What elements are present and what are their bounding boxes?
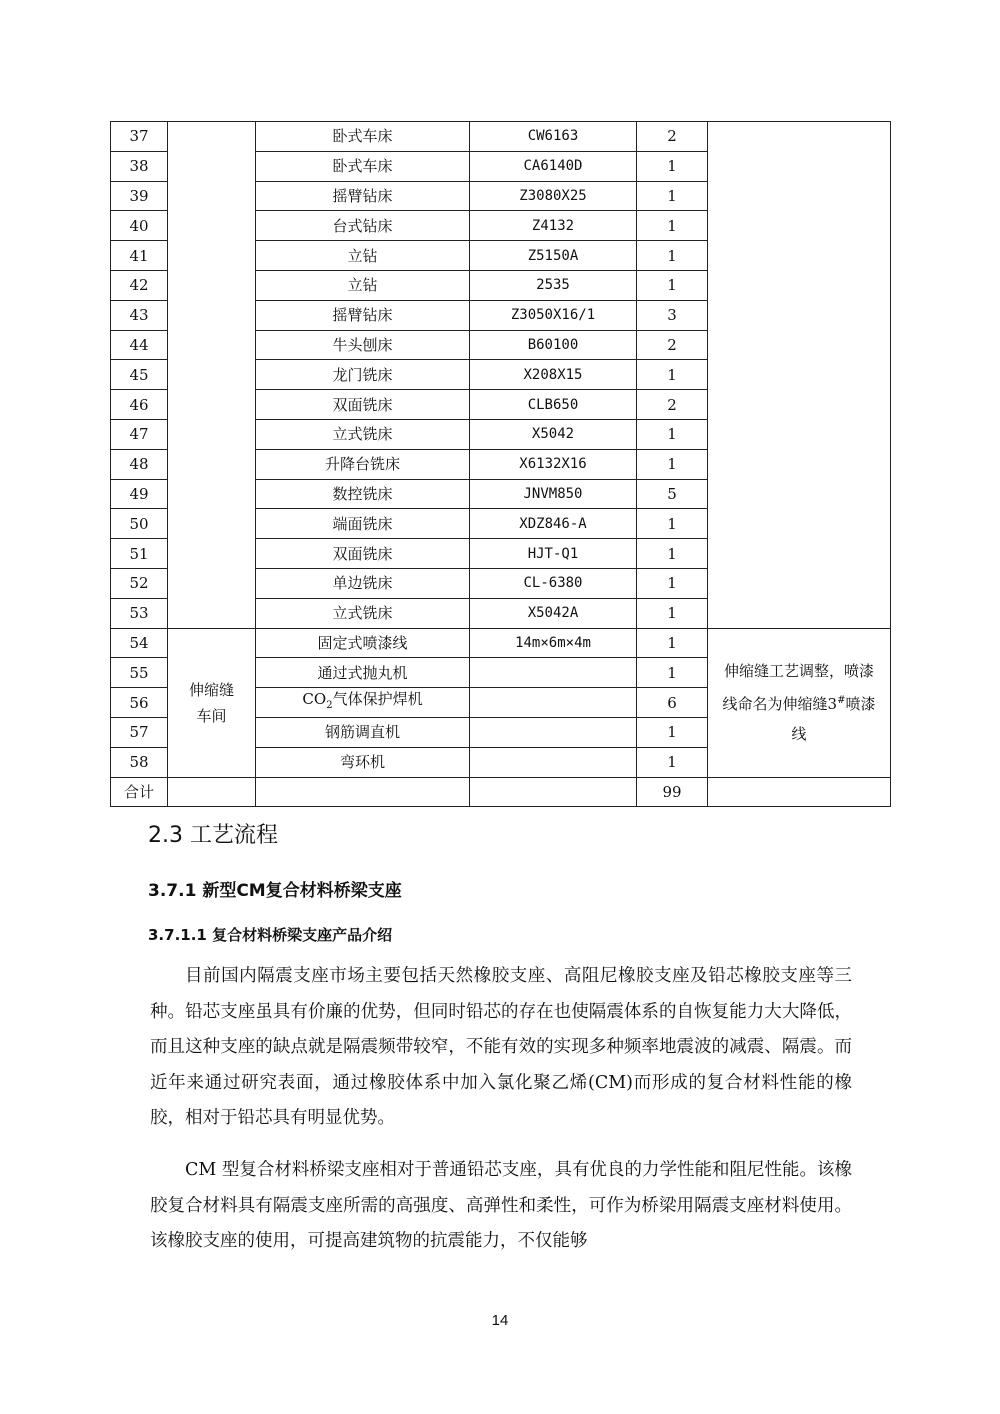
- equipment-table: [110, 121, 891, 807]
- cell-no: 43: [111, 300, 168, 330]
- section-heading-3-7-1: 3.7.1 新型CM复合材料桥梁支座: [148, 881, 402, 901]
- section-heading-3-7-1-1: 3.7.1.1 复合材料桥梁支座产品介绍: [148, 926, 393, 944]
- cell-qty: 1: [637, 449, 708, 479]
- cell-model: CLB650: [470, 390, 637, 420]
- cell-model: [470, 717, 637, 747]
- cell-name: 升降台铣床: [256, 449, 470, 479]
- cell-no: 48: [111, 449, 168, 479]
- cell-model: [470, 688, 637, 718]
- cell-no: 37: [111, 122, 168, 152]
- cell-qty: 6: [637, 688, 708, 718]
- table-total-row: [111, 777, 891, 807]
- cell-qty: 3: [637, 300, 708, 330]
- cell-qty: 1: [637, 628, 708, 658]
- cell-qty: 1: [637, 598, 708, 628]
- total-qty: 99: [637, 777, 708, 807]
- cell-no: 57: [111, 717, 168, 747]
- cell-model: HJT-Q1: [470, 539, 637, 569]
- cell-name: 数控铣床: [256, 479, 470, 509]
- cell-model: B60100: [470, 330, 637, 360]
- cell-no: 42: [111, 270, 168, 300]
- cell-no: 47: [111, 419, 168, 449]
- remark-superscript: #: [837, 695, 846, 707]
- cell-qty: 1: [637, 270, 708, 300]
- remark-text: [708, 656, 890, 749]
- cell-model: X208X15: [470, 360, 637, 390]
- cell-name: 单边铣床: [256, 568, 470, 598]
- cell-no: 46: [111, 390, 168, 420]
- cell-model: X6132X16: [470, 449, 637, 479]
- cell-name: 立式铣床: [256, 598, 470, 628]
- total-empty-1: [168, 777, 256, 807]
- cell-qty: 1: [637, 419, 708, 449]
- cell-model: X5042: [470, 419, 637, 449]
- equipment-table-body: [111, 122, 891, 807]
- cell-name: 钢筋调直机: [256, 717, 470, 747]
- cell-qty: 2: [637, 122, 708, 152]
- cell-model: CA6140D: [470, 151, 637, 181]
- cell-name: 立式铣床: [256, 419, 470, 449]
- cell-qty: 1: [637, 568, 708, 598]
- cell-qty: 1: [637, 747, 708, 777]
- cell-name: 固定式喷漆线: [256, 628, 470, 658]
- total-empty-3: [470, 777, 637, 807]
- cell-model: 2535: [470, 270, 637, 300]
- cell-name: 双面铣床: [256, 539, 470, 569]
- name-prefix: CO: [302, 690, 327, 709]
- cell-no: 44: [111, 330, 168, 360]
- cell-workshop: [168, 628, 256, 777]
- table-row: [111, 628, 891, 658]
- cell-name: [256, 688, 470, 718]
- workshop-line-2: 车间: [196, 706, 227, 725]
- cell-no: 45: [111, 360, 168, 390]
- page-number: 14: [491, 1312, 509, 1329]
- cell-name: 牛头刨床: [256, 330, 470, 360]
- cell-name: 弯环机: [256, 747, 470, 777]
- body-paragraph-1: 目前国内隔震支座市场主要包括天然橡胶支座、高阻尼橡胶支座及铅芯橡胶支座等三种。铅芯支座虽具有价廉的优势，但同时铅芯的存在也使隔震体系的自恢复能力大大降低，而且这种支座的缺点就是隔震频带较窄，不能有效的实现多种频率地震波的减震、隔震。而近年来通过研究表面，通过橡胶体系中加入氯化聚乙烯(CM)而形成的复合材料性能的橡胶，相对于铅芯具有明显优势。: [150, 966, 852, 1128]
- cell-workshop-empty: [168, 122, 256, 629]
- total-label: 合计: [111, 777, 168, 807]
- cell-qty: 2: [637, 390, 708, 420]
- cell-no: 52: [111, 568, 168, 598]
- cell-name: 卧式车床: [256, 122, 470, 152]
- cell-qty: 1: [637, 211, 708, 241]
- cell-name: 卧式车床: [256, 151, 470, 181]
- cell-model: X5042A: [470, 598, 637, 628]
- name-suffix: 气体保护焊机: [332, 690, 423, 709]
- cell-model: Z5150A: [470, 241, 637, 271]
- cell-no: 58: [111, 747, 168, 777]
- cell-qty: 1: [637, 360, 708, 390]
- workshop-line-1: 伸缩缝: [188, 680, 234, 699]
- cell-model: 14m×6m×4m: [470, 628, 637, 658]
- body-paragraph-2: CM 型复合材料桥梁支座相对于普通铅芯支座，具有优良的力学性能和阻尼性能。该橡胶复合材料具有隔震支座所需的高强度、高弹性和柔性，可作为桥梁用隔震支座材料使用。该橡胶支座的使用，可提高建筑物的抗震能力，不仅能够: [150, 1160, 852, 1251]
- cell-model: CL-6380: [470, 568, 637, 598]
- cell-model: [470, 747, 637, 777]
- cell-no: 54: [111, 628, 168, 658]
- cell-no: 56: [111, 688, 168, 718]
- total-empty-2: [256, 777, 470, 807]
- cell-model: [470, 658, 637, 688]
- cell-model: JNVM850: [470, 479, 637, 509]
- cell-name: 摇臂钻床: [256, 300, 470, 330]
- cell-qty: 1: [637, 151, 708, 181]
- section-heading-2-3: 2.3 工艺流程: [148, 823, 278, 848]
- cell-model: XDZ846-A: [470, 509, 637, 539]
- cell-no: 55: [111, 658, 168, 688]
- cell-qty: 2: [637, 330, 708, 360]
- cell-no: 49: [111, 479, 168, 509]
- remark-tail: 喷漆线: [791, 695, 876, 744]
- cell-name: 端面铣床: [256, 509, 470, 539]
- cell-name: 摇臂钻床: [256, 181, 470, 211]
- cell-remark-empty: [708, 122, 891, 629]
- cell-no: 53: [111, 598, 168, 628]
- cell-no: 38: [111, 151, 168, 181]
- cell-name: 龙门铣床: [256, 360, 470, 390]
- cell-qty: 1: [637, 509, 708, 539]
- cell-no: 51: [111, 539, 168, 569]
- cell-name: 台式钻床: [256, 211, 470, 241]
- cell-no: 39: [111, 181, 168, 211]
- table-row: [111, 122, 891, 152]
- cell-no: 50: [111, 509, 168, 539]
- cell-name: 双面铣床: [256, 390, 470, 420]
- cell-name: 立钻: [256, 241, 470, 271]
- cell-qty: 1: [637, 241, 708, 271]
- cell-model: Z3050X16/1: [470, 300, 637, 330]
- cell-no: 40: [111, 211, 168, 241]
- cell-model: Z4132: [470, 211, 637, 241]
- cell-model: CW6163: [470, 122, 637, 152]
- cell-qty: 1: [637, 717, 708, 747]
- name-subscript: 2: [326, 700, 333, 712]
- cell-no: 41: [111, 241, 168, 271]
- cell-qty: 1: [637, 181, 708, 211]
- cell-remark: [708, 628, 891, 777]
- remark-main: 伸缩缝工艺调整，喷漆线命名为伸缩缝3: [722, 662, 874, 714]
- cell-qty: 5: [637, 479, 708, 509]
- cell-qty: 1: [637, 539, 708, 569]
- cell-model: Z3080X25: [470, 181, 637, 211]
- cell-name: 立钻: [256, 270, 470, 300]
- total-empty-4: [708, 777, 891, 807]
- cell-name: 通过式抛丸机: [256, 658, 470, 688]
- cell-qty: 1: [637, 658, 708, 688]
